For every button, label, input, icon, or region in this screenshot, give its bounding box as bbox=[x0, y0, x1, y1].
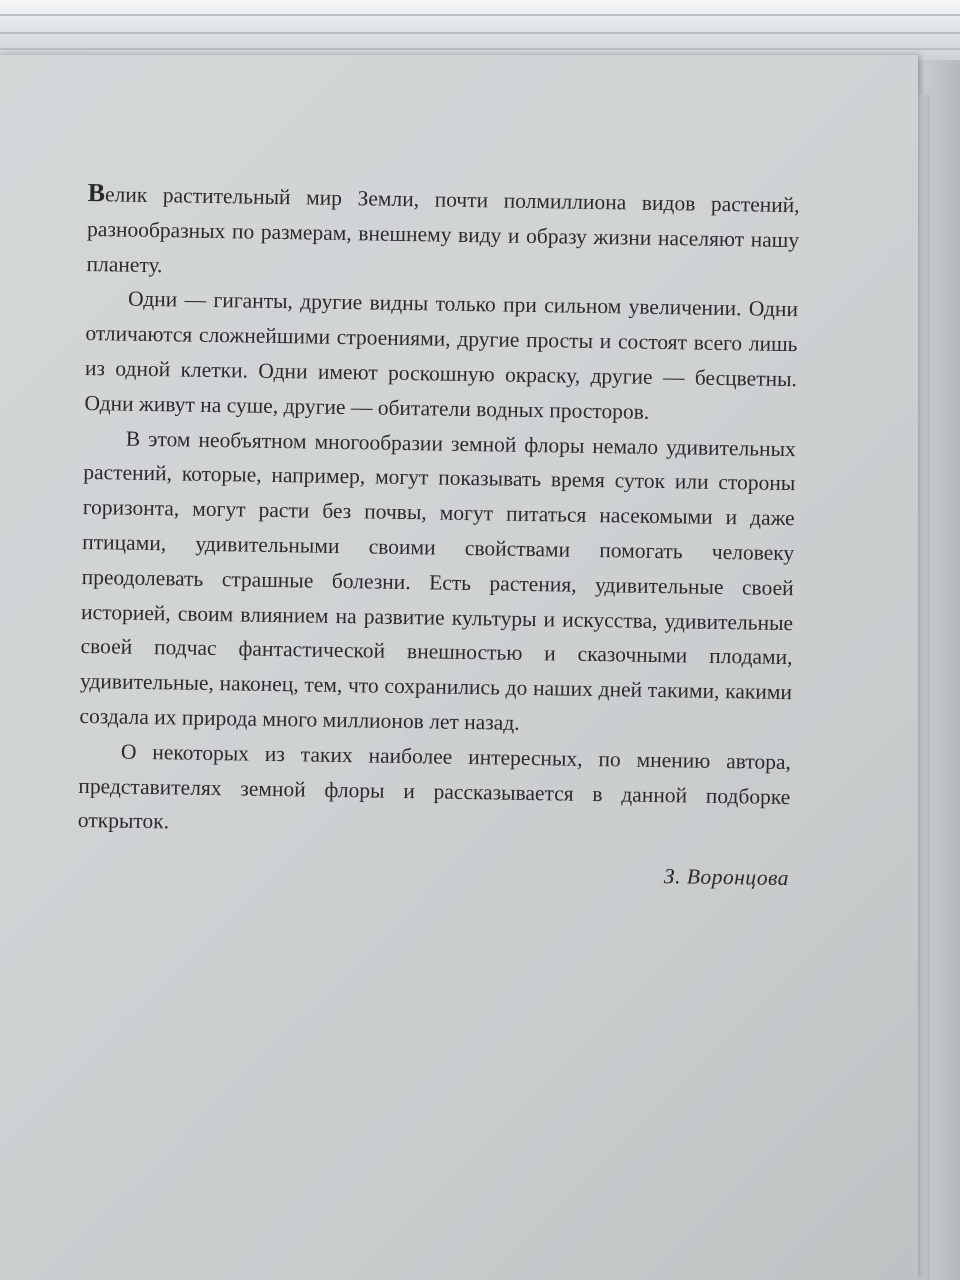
card-edge-line bbox=[0, 32, 960, 34]
paragraph-3: В этом необъятном многообразии земной флоры немало удивительных растений, которые, например, могут показывать время суток или стороны горизонта, могут расти без почвы, могут питаться насекомыми и даже птицами, удивительными своими свойствами помогать человеку преодолевать страшные болезни. Есть растения, удивительные своей историей, своим влиянием на развитие культуры и искусства, удивительные своей подчас фантастической внешностью и сказочными плодами, удивительные, наконец, тем, что сохранились до наших дней такими, какими создала их природа много миллионов лет назад. bbox=[79, 426, 796, 735]
paragraph-1-text: елик растительный мир Земли, почти полмиллиона видов растений, разнообразных по размерам, внешнему виду и образу жизни населяют нашу планету. bbox=[86, 182, 800, 277]
intro-text-block bbox=[77, 176, 800, 896]
drop-cap: В bbox=[87, 177, 106, 208]
paragraph-1 bbox=[86, 176, 800, 293]
author-signature: З. Воронцова bbox=[663, 864, 790, 891]
card-edge-line bbox=[0, 48, 960, 50]
paragraph-2: Одни — гиганты, другие видны только при сильном увеличении. Одни отличаются сложнейшими строениями, другие просты и состоят всего лишь из одной клетки. Одни имеют роскошную окраску, другие — бесцветны. Одни живут на суше, другие — обитатели водных просторов. bbox=[84, 287, 799, 424]
card-edge-line bbox=[0, 14, 960, 16]
paragraph-4: О некоторых из таких наиболее интересных, по мнению автора, представителях земной флоры и рассказывается в данной подборке открыток. bbox=[77, 739, 792, 834]
